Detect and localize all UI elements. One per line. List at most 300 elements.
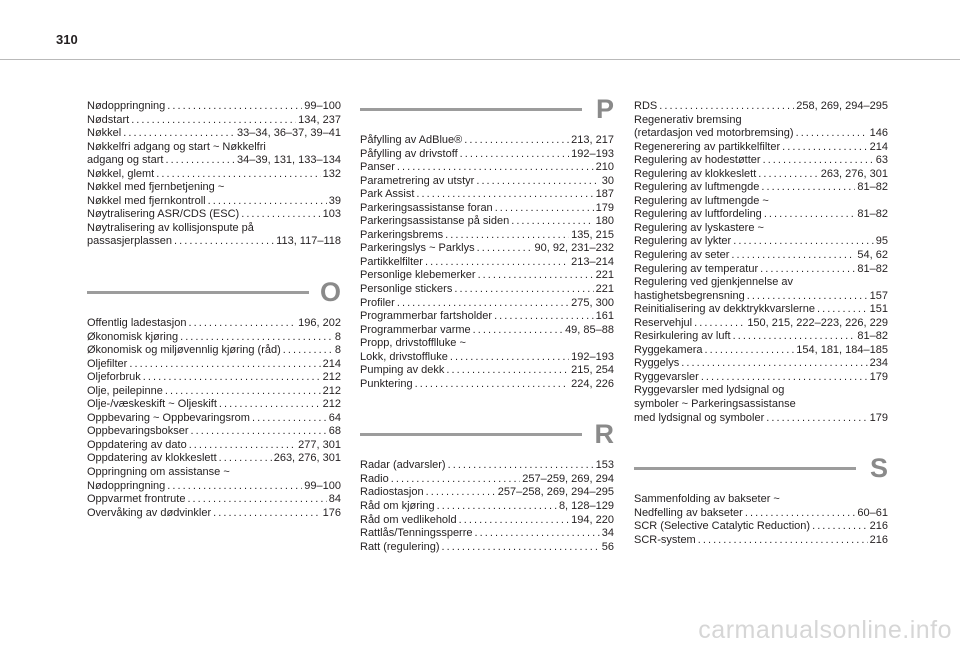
entry-term: RDS [634,100,658,112]
index-entry [87,371,341,385]
dot-leader [188,317,296,331]
index-entry [360,500,614,514]
dot-leader [156,168,320,182]
entry-term: SCR-system [634,533,696,546]
index-entry-line: Nøytralisering av kollisjonspute på [87,221,254,234]
entry-term: Ryggelys [634,357,680,370]
index-column-1 [87,100,341,520]
index-entry [360,175,614,189]
index-entry [360,283,614,297]
dot-leader [426,486,496,500]
entry-page-ref[interactable]: 258, 269, 294–295 [796,100,888,112]
index-entry [634,181,888,195]
entry-page-ref[interactable]: 176 [322,506,341,519]
index-entry-line: Regulering ved gjenkjennelse av [634,276,793,289]
entries-r [360,459,614,554]
entries-s [634,493,888,547]
entry-page-ref[interactable]: 63 [875,154,888,167]
entry-term: Rattlås/Tenningssperre [360,527,473,540]
entry-page-ref[interactable]: 179 [869,411,888,424]
dot-leader [733,235,874,249]
entry-term: Nødstart [87,113,130,126]
entry-page-ref[interactable]: 192–193 [571,147,614,160]
dot-leader [450,351,569,365]
entry-term: Regulering av klokkeslett [634,167,757,180]
dot-leader [397,161,594,175]
index-entry [634,344,888,358]
entry-term: Offentlig ladestasjon [87,317,187,330]
dot-leader [733,330,856,344]
entry-term: Radio [360,472,389,485]
dot-leader [167,100,302,114]
index-entry [634,507,888,521]
entry-page-ref[interactable]: 187 [595,188,614,201]
dot-leader [475,527,600,541]
dot-leader [494,310,594,324]
index-entry [360,297,614,311]
entry-term: Påfylling av AdBlue® [360,134,463,146]
index-entry-line: Regenerativ bremsing [634,113,742,126]
dot-leader [415,378,570,392]
dot-leader [446,364,569,378]
dot-leader [241,208,320,222]
entry-term: Råd om vedlikehold [360,513,457,526]
index-entry [634,208,888,222]
dot-leader [425,256,569,270]
dot-leader [495,202,594,216]
index-entry [634,330,888,344]
index-entry [360,351,614,365]
entry-page-ref[interactable]: 157 [869,289,888,302]
entry-term: Olje-/væskeskift ~ Oljeskift [87,398,217,411]
dot-leader [796,127,868,141]
entry-page-ref[interactable]: 54, 62 [857,249,888,262]
entry-page-ref[interactable]: 221 [595,283,614,296]
entry-page-ref[interactable]: 113, 117–118 [276,235,341,248]
section-header-s [634,453,888,483]
index-entry [360,459,614,473]
entry-page-ref[interactable]: 33–34, 36–37, 39–41 [237,127,341,140]
entry-page-ref[interactable]: 8 [334,344,341,357]
dot-leader [219,398,321,412]
dot-leader [459,514,570,528]
entry-term: Parkeringsassistanse foran [360,201,493,214]
dot-leader [187,493,326,507]
entry-page-ref[interactable]: 275, 300 [571,296,614,309]
index-entry-line: symboler ~ Parkeringsassistanse [634,398,796,411]
entry-term: Programmerbar fartsholder [360,310,493,323]
entry-term: Nøkkel med fjernkontroll [87,194,206,207]
entry-term: Oppbevaring ~ Oppbevaringsrom [87,411,250,424]
index-entry [634,249,888,263]
index-entry [360,310,614,324]
index-entry [360,148,614,162]
entry-term: med lydsignal og symboler [634,411,765,424]
index-entry [360,473,614,487]
index-entry [634,371,888,385]
index-entry [87,114,341,128]
index-entry [634,263,888,277]
entry-term: Personlige klebemerker [360,269,476,282]
dot-leader [511,215,593,229]
dot-leader [477,242,533,256]
index-entry [87,385,341,399]
entry-term: Økonomisk og miljøvennlig kjøring (råd) [87,344,281,357]
index-entry [634,100,888,114]
index-entry-line: Regulering av luftmengde ~ [634,194,769,207]
dot-leader [731,249,855,263]
index-entry-line: Oppringning om assistanse ~ [87,466,230,479]
section-header-r [360,419,614,449]
entry-page-ref[interactable]: 214 [869,140,888,153]
dot-leader [208,195,327,209]
section-rule [634,467,856,470]
entry-page-ref[interactable]: 154, 181, 184–185 [796,343,888,356]
entry-page-ref[interactable]: 135, 215 [571,228,614,241]
entry-term: Nødoppringning [87,479,166,492]
index-column-3 [634,100,888,547]
dot-leader [416,188,593,202]
index-entry [360,514,614,528]
entry-term: Parkeringslys ~ Parklys [360,242,475,255]
entry-page-ref[interactable]: 90, 92, 231–232 [534,242,614,255]
entry-page-ref[interactable]: 212 [322,398,341,411]
section-rule [360,433,582,436]
entry-term: Oppdatering av dato [87,438,187,451]
index-entry [360,269,614,283]
entry-term: Regulering av seter [634,249,730,262]
section-letter-s: S [869,453,888,484]
dot-leader [167,480,302,494]
section-rule [87,291,309,294]
dot-leader [131,114,296,128]
index-entry [87,480,341,494]
index-entry [634,168,888,182]
dot-leader [760,263,855,277]
watermark: carmanualsonline.info [698,616,952,644]
dot-leader [191,425,327,439]
index-entry [360,256,614,270]
dot-leader [252,412,327,426]
index-entry [360,324,614,338]
dot-leader [174,235,274,249]
entry-page-ref[interactable]: 99–100 [304,100,341,112]
dot-leader [478,269,594,283]
entry-term: Personlige stickers [360,283,453,296]
entry-page-ref[interactable]: 179 [595,201,614,214]
entry-term: Nøytralisering ASR/CDS (ESC) [87,208,240,221]
entry-page-ref[interactable]: 192–193 [571,350,614,363]
entry-term: Nedfelling av bakseter [634,506,743,519]
entry-page-ref[interactable]: 216 [869,520,888,533]
dot-leader [448,459,594,473]
dot-leader [812,520,868,534]
index-entry [360,188,614,202]
entry-page-ref[interactable]: 84 [328,493,341,506]
dot-leader [817,303,868,317]
entry-page-ref[interactable]: 64 [328,411,341,424]
dot-leader [761,181,855,195]
dot-leader [745,507,856,521]
entry-term: Ryggekamera [634,343,703,356]
entry-page-ref[interactable]: 216 [869,533,888,546]
entry-term: Punktering [360,377,413,390]
dot-leader [219,452,272,466]
index-entry [87,195,341,209]
entry-page-ref[interactable]: 56 [601,540,614,553]
index-entry [87,398,341,412]
entry-term: Partikkelfilter [360,255,423,268]
dot-leader [476,175,599,189]
entry-page-ref[interactable]: 8, 128–129 [558,500,614,513]
entry-term: Regulering av hodestøtter [634,154,761,167]
entry-term: Pumping av dekk [360,364,445,377]
entry-page-ref[interactable]: 60–61 [857,506,888,519]
entry-page-ref[interactable]: 221 [595,269,614,282]
entry-page-ref[interactable]: 213, 217 [571,134,614,146]
index-entry [360,364,614,378]
dot-leader [129,358,320,372]
dot-leader [782,141,868,155]
entry-term: Reinitialisering av dekktrykkvarslerne [634,303,815,316]
entry-term: Ryggevarsler [634,370,699,383]
index-entry [87,317,341,331]
entry-term: Råd om kjøring [360,500,435,513]
entry-page-ref[interactable]: 151 [869,303,888,316]
entries-p [360,134,614,391]
entry-term: SCR (Selective Catalytic Reduction) [634,520,811,533]
index-entry [360,541,614,555]
section-letter-r: R [594,419,614,450]
entry-term: Overvåking av dødvinkler [87,506,212,519]
dot-leader [165,385,321,399]
index-entry [87,452,341,466]
entry-term: (retardasjon ved motorbremsing) [634,127,794,140]
entry-page-ref[interactable]: 146 [869,127,888,140]
dot-leader [143,371,321,385]
entry-term: Oljeforbruk [87,371,141,384]
dot-leader [758,168,818,182]
entry-page-ref[interactable]: 212 [322,384,341,397]
index-entry [360,161,614,175]
index-entry [634,357,888,371]
index-entry [634,154,888,168]
index-entry-line: Ryggevarsler med lydsignal og [634,384,785,397]
dot-leader [694,317,745,331]
index-entry [87,507,341,521]
index-entry [634,127,888,141]
entry-term: Regulering av temperatur [634,262,759,275]
index-entry [634,290,888,304]
entry-term: Panser [360,161,395,174]
entry-term: Regulering av lykter [634,235,732,248]
entry-term: Lokk, drivstoffluke [360,350,448,363]
entry-page-ref[interactable]: 68 [328,425,341,438]
entry-page-ref[interactable]: 99–100 [304,479,341,492]
dot-leader [189,439,296,453]
index-entry [87,344,341,358]
dot-leader [704,344,794,358]
entry-term: hastighetsbegrensning [634,289,745,302]
entry-page-ref[interactable]: 153 [595,459,614,472]
entry-page-ref[interactable]: 103 [322,208,341,221]
dot-leader [454,283,593,297]
dot-leader [681,357,867,371]
entry-term: Økonomisk kjøring [87,330,179,343]
entries-r-continued [634,100,888,425]
entry-page-ref[interactable]: 234 [869,357,888,370]
index-entry [360,215,614,229]
entry-page-ref[interactable]: 277, 301 [298,438,341,451]
section-rule [360,108,582,111]
entry-page-ref[interactable]: 95 [875,235,888,248]
index-entry [634,520,888,534]
section-letter-o: O [319,277,341,308]
entry-term: Påfylling av drivstoff [360,147,458,160]
index-entry [360,242,614,256]
entry-term: Parkeringsbrems [360,228,444,241]
entry-term: Parametrering av utstyr [360,174,475,187]
dot-leader [763,154,874,168]
section-letter-p: P [595,94,614,124]
dot-leader [764,208,856,222]
entry-term: Programmerbar varme [360,323,471,336]
index-entry [87,154,341,168]
section-header-p [360,94,614,124]
index-entry [360,229,614,243]
index-entry [360,378,614,392]
dot-leader [464,134,569,148]
dot-leader [441,541,599,555]
entries-n [87,100,341,249]
entry-page-ref[interactable]: 180 [595,215,614,228]
entry-page-ref[interactable]: 81–82 [857,330,888,343]
entry-term: Ratt (regulering) [360,540,440,553]
entry-page-ref[interactable]: 212 [322,371,341,384]
entry-page-ref[interactable]: 263, 276, 301 [273,452,341,465]
entry-term: Oppvarmet frontrute [87,493,186,506]
index-entry [87,439,341,453]
entry-page-ref[interactable]: 257–259, 269, 294 [522,472,614,485]
entry-page-ref[interactable]: 224, 226 [571,377,614,390]
index-entry-line: Nøkkel med fjernbetjening ~ [87,181,225,194]
entry-page-ref[interactable]: 8 [334,330,341,343]
dot-leader [698,534,868,548]
index-entry-line: Regulering av lyskastere ~ [634,221,764,234]
entry-term: Regulering av luftmengde [634,181,760,194]
dot-leader [659,100,794,114]
entry-term: Radiostasjon [360,486,424,499]
entry-page-ref[interactable]: 257–258, 269, 294–295 [497,486,614,499]
index-entry [634,235,888,249]
entry-term: Olje, peilepinne [87,384,163,397]
dot-leader [747,290,868,304]
dot-leader [123,127,235,141]
entry-page-ref[interactable]: 81–82 [857,262,888,275]
entry-page-ref[interactable]: 215, 254 [571,364,614,377]
entry-page-ref[interactable]: 34–39, 131, 133–134 [237,154,341,167]
index-entry [87,168,341,182]
entry-term: Park Assist [360,188,415,201]
entry-page-ref[interactable]: 161 [595,310,614,323]
entry-page-ref[interactable]: 263, 276, 301 [820,167,888,180]
dot-leader [445,229,569,243]
entry-page-ref[interactable]: 132 [322,167,341,180]
entry-page-ref[interactable]: 194, 220 [571,513,614,526]
index-entry [360,486,614,500]
dot-leader [460,148,570,162]
entry-term: Profiler [360,296,395,309]
index-column-2 [360,94,614,554]
dot-leader [701,371,868,385]
entry-term: Oppdatering av klokkeslett [87,452,217,465]
index-entry [634,412,888,426]
header-divider [0,59,960,60]
entry-term: Reservehjul [634,316,693,329]
dot-leader [165,154,235,168]
index-entry [87,331,341,345]
dot-leader [283,344,333,358]
entry-term: Parkeringsassistanse på siden [360,215,510,228]
index-entry [634,534,888,548]
index-entry [634,141,888,155]
entry-page-ref[interactable]: 210 [595,161,614,174]
entry-term: Radar (advarsler) [360,459,446,472]
dot-leader [473,324,563,338]
page-number: 310 [56,32,78,47]
index-entry-line: Propp, drivstofflluke ~ [360,337,466,350]
dot-leader [766,412,867,426]
entry-term: Nødoppringning [87,100,166,112]
entry-page-ref[interactable]: 81–82 [857,208,888,221]
entry-page-ref[interactable]: 179 [869,370,888,383]
index-entry [360,527,614,541]
entry-page-ref[interactable]: 213–214 [571,255,614,268]
entry-page-ref[interactable]: 34 [601,527,614,540]
entry-page-ref[interactable]: 39 [328,194,341,207]
entry-term: Oljefilter [87,357,128,370]
entry-page-ref[interactable]: 150, 215, 222–223, 226, 229 [747,316,888,329]
index-entry [87,235,341,249]
index-entry [87,425,341,439]
index-entry-line: Nøkkelfri adgang og start ~ Nøkkelfri [87,140,266,153]
entry-page-ref[interactable]: 214 [322,357,341,370]
entry-term: Regenerering av partikkelfilter [634,140,781,153]
entry-term: passasjerplassen [87,235,172,248]
index-entry [87,208,341,222]
entry-term: Resirkulering av luft [634,330,731,343]
index-entry-line: Sammenfolding av bakseter ~ [634,493,780,506]
index-entry [634,303,888,317]
dot-leader [180,331,333,345]
index-entry [634,317,888,331]
index-entry [87,358,341,372]
index-entry [87,493,341,507]
entry-page-ref[interactable]: 30 [601,174,614,187]
entry-page-ref[interactable]: 196, 202 [298,317,341,330]
index-entry [360,134,614,148]
entries-o [87,317,341,520]
entry-term: Oppbevaringsbokser [87,425,189,438]
entry-page-ref[interactable]: 81–82 [857,181,888,194]
entry-page-ref[interactable]: 49, 85–88 [565,323,614,336]
entry-page-ref[interactable]: 134, 237 [298,113,341,126]
section-header-o [87,277,341,307]
dot-leader [391,473,520,487]
entry-term: Nøkkel, glemt [87,167,155,180]
dot-leader [213,507,321,521]
index-entry [87,127,341,141]
